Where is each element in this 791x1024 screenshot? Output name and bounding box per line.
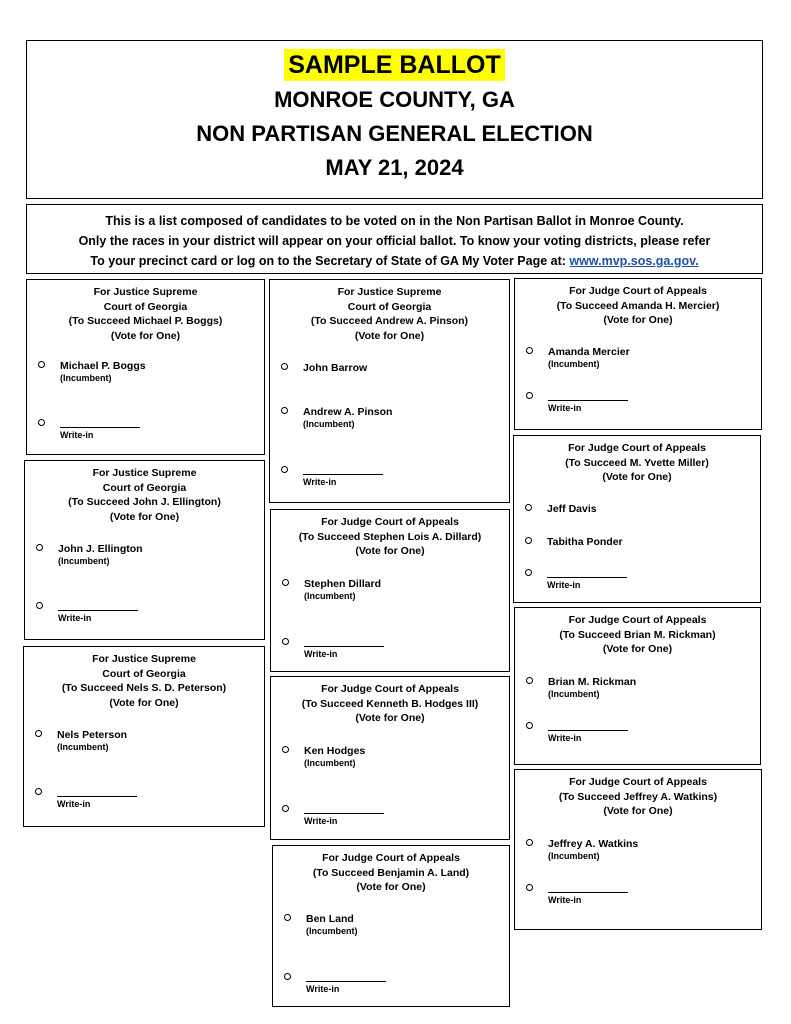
incumbent-label: (Incumbent) (58, 556, 110, 566)
race-heading-line: (Vote for One) (109, 510, 180, 523)
intro-line: This is a list composed of candidates to be voted on in the Non Partisan Ballot in Monroe County. (105, 214, 684, 228)
race-heading (271, 682, 509, 726)
race-box (24, 460, 265, 640)
candidate-name: John Barrow (303, 362, 368, 374)
race-box (26, 279, 265, 455)
race-heading-line: (To Succeed Michael P. Boggs) (68, 315, 223, 327)
race-heading-line: (To Succeed Benjamin A. Land) (312, 866, 470, 879)
vote-bubble-icon[interactable] (525, 569, 532, 576)
race-box (269, 279, 510, 503)
write-in-label: Write-in (547, 580, 581, 590)
race-heading-line: (To Succeed M. Yvette Miller) (565, 456, 709, 469)
incumbent-label: (Incumbent) (57, 742, 109, 752)
race-heading-line: For Judge Court of Appeals (568, 442, 706, 454)
vote-bubble-icon[interactable] (525, 537, 532, 544)
intro-notice (26, 204, 763, 274)
candidate-name: Andrew A. Pinson (303, 406, 393, 418)
race-heading-line: For Justice Supreme (337, 286, 442, 298)
race-heading (273, 851, 509, 895)
write-in-label: Write-in (548, 403, 582, 413)
race-heading-line: (Vote for One) (109, 696, 179, 709)
vote-bubble-icon[interactable] (282, 579, 289, 586)
race-heading-line: (Vote for One) (356, 881, 426, 893)
vote-bubble-icon[interactable] (38, 419, 45, 426)
race-heading-line: For Judge Court of Appeals (321, 516, 459, 528)
write-in-label: Write-in (57, 799, 91, 809)
write-in-label: Write-in (304, 816, 338, 826)
vote-bubble-icon[interactable] (281, 466, 288, 473)
race-box (272, 845, 510, 1007)
race-heading (27, 285, 264, 343)
race-heading-line: (To Succeed Andrew A. Pinson) (310, 315, 469, 327)
incumbent-label: (Incumbent) (306, 926, 358, 936)
race-heading-line: For Justice Supreme (92, 653, 196, 665)
vote-bubble-icon[interactable] (35, 730, 42, 737)
election-date: MAY 21, 2024 (325, 155, 464, 180)
race-heading (515, 613, 760, 657)
write-in-label: Write-in (60, 430, 94, 440)
incumbent-label: (Incumbent) (60, 373, 112, 383)
vote-bubble-icon[interactable] (281, 407, 288, 414)
incumbent-label: (Incumbent) (548, 851, 600, 861)
write-in-label: Write-in (548, 733, 582, 743)
ballot-title: SAMPLE BALLOT (284, 49, 505, 81)
voter-page-link[interactable]: www.mvp.sos.ga.gov. (569, 254, 699, 268)
vote-bubble-icon[interactable] (526, 392, 533, 399)
vote-bubble-icon[interactable] (526, 839, 533, 846)
vote-bubble-icon[interactable] (526, 722, 533, 729)
write-in-line[interactable] (304, 646, 384, 647)
race-box (513, 435, 761, 603)
vote-bubble-icon[interactable] (526, 347, 533, 354)
race-heading-line: Court of Georgia (102, 667, 186, 680)
race-heading (271, 515, 509, 559)
write-in-label: Write-in (303, 477, 337, 487)
candidate-name: Brian M. Rickman (548, 676, 637, 688)
race-box (270, 676, 510, 840)
race-heading-line: (Vote for One) (603, 805, 673, 817)
race-heading (515, 775, 761, 819)
candidate-name: Tabitha Ponder (547, 536, 623, 548)
write-in-line[interactable] (548, 730, 628, 731)
candidate-name: Stephen Dillard (304, 578, 382, 590)
race-heading-line: (Vote for One) (603, 314, 673, 326)
candidate-name: Jeffrey A. Watkins (548, 838, 639, 850)
race-box (23, 646, 265, 827)
race-box (514, 278, 762, 430)
race-heading-line: For Judge Court of Appeals (568, 614, 707, 626)
candidate-name: John J. Ellington (58, 543, 143, 555)
write-in-line[interactable] (57, 796, 137, 797)
write-in-line[interactable] (306, 981, 386, 982)
race-heading-line: For Justice Supreme (93, 286, 198, 298)
race-heading-line: Court of Georgia (102, 481, 187, 494)
candidate-name: Amanda Mercier (548, 346, 630, 358)
race-heading-line: (To Succeed Amanda H. Mercier) (556, 299, 720, 312)
race-heading-line: (To Succeed Stephen Lois A. Dillard) (298, 530, 482, 543)
write-in-line[interactable] (304, 813, 384, 814)
race-heading-line: Court of Georgia (103, 300, 188, 313)
vote-bubble-icon[interactable] (38, 361, 45, 368)
candidate-name: Nels Peterson (57, 729, 128, 741)
write-in-line[interactable] (547, 577, 627, 578)
intro-line (27, 251, 762, 271)
candidate-name: Ben Land (306, 913, 354, 925)
race-heading-line: (Vote for One) (602, 471, 672, 483)
race-heading-line: (To Succeed Brian M. Rickman) (559, 628, 716, 641)
incumbent-label: (Incumbent) (304, 591, 356, 601)
race-box (514, 769, 762, 930)
incumbent-label: (Incumbent) (548, 689, 600, 699)
race-heading-line: (To Succeed Jeffrey A. Watkins) (558, 790, 718, 803)
candidate-name: Jeff Davis (547, 503, 597, 515)
candidate-name: Michael P. Boggs (60, 360, 146, 372)
vote-bubble-icon[interactable] (525, 504, 532, 511)
write-in-line[interactable] (60, 427, 140, 428)
write-in-line[interactable] (548, 892, 628, 893)
race-heading (270, 285, 509, 343)
vote-bubble-icon[interactable] (36, 544, 43, 551)
vote-bubble-icon[interactable] (284, 973, 291, 980)
county-name: MONROE COUNTY, GA (274, 87, 515, 112)
race-box (514, 607, 761, 765)
write-in-line[interactable] (303, 474, 383, 475)
race-heading-line: (To Succeed John J. Ellington) (68, 496, 221, 508)
incumbent-label: (Incumbent) (548, 359, 600, 369)
write-in-line[interactable] (548, 400, 628, 401)
race-heading (24, 652, 264, 710)
incumbent-label: (Incumbent) (303, 419, 355, 429)
vote-bubble-icon[interactable] (36, 602, 43, 609)
race-heading-line: For Judge Court of Appeals (569, 776, 707, 788)
vote-bubble-icon[interactable] (281, 363, 288, 370)
vote-bubble-icon[interactable] (526, 677, 533, 684)
vote-bubble-icon[interactable] (526, 884, 533, 891)
race-heading (514, 441, 760, 485)
race-heading-line: For Judge Court of Appeals (321, 683, 459, 695)
vote-bubble-icon[interactable] (35, 788, 42, 795)
race-heading-line: For Judge Court of Appeals (569, 285, 707, 297)
race-heading (25, 466, 264, 524)
race-heading-line: For Justice Supreme (92, 467, 197, 479)
write-in-label: Write-in (548, 895, 582, 905)
race-heading-line: (Vote for One) (354, 329, 425, 342)
vote-bubble-icon[interactable] (282, 805, 289, 812)
write-in-line[interactable] (58, 610, 138, 611)
race-box (270, 509, 510, 672)
race-heading-line: For Judge Court of Appeals (322, 852, 460, 864)
candidate-name: Ken Hodges (304, 745, 366, 757)
vote-bubble-icon[interactable] (282, 638, 289, 645)
race-heading-line: (Vote for One) (355, 712, 425, 724)
intro-line-prefix: To your precinct card or log on to the Secretary of State of GA My Voter Page at: (90, 254, 570, 268)
race-heading-line: (Vote for One) (110, 329, 181, 342)
write-in-label: Write-in (58, 613, 92, 623)
race-heading-line: Court of Georgia (347, 300, 432, 313)
race-heading-line: (Vote for One) (602, 643, 673, 655)
write-in-label: Write-in (304, 649, 338, 659)
intro-line: Only the races in your district will appear on your official ballot. To know your voting districts, please refer (78, 234, 711, 248)
race-heading-line: (To Succeed Nels S. D. Peterson) (61, 682, 227, 694)
race-heading-line: (To Succeed Kenneth B. Hodges III) (301, 697, 479, 710)
write-in-label: Write-in (306, 984, 340, 994)
election-name: NON PARTISAN GENERAL ELECTION (196, 121, 593, 146)
ballot-header (26, 40, 763, 199)
race-heading (515, 284, 761, 328)
vote-bubble-icon[interactable] (284, 914, 291, 921)
incumbent-label: (Incumbent) (304, 758, 356, 768)
race-heading-line: (Vote for One) (355, 545, 425, 557)
vote-bubble-icon[interactable] (282, 746, 289, 753)
